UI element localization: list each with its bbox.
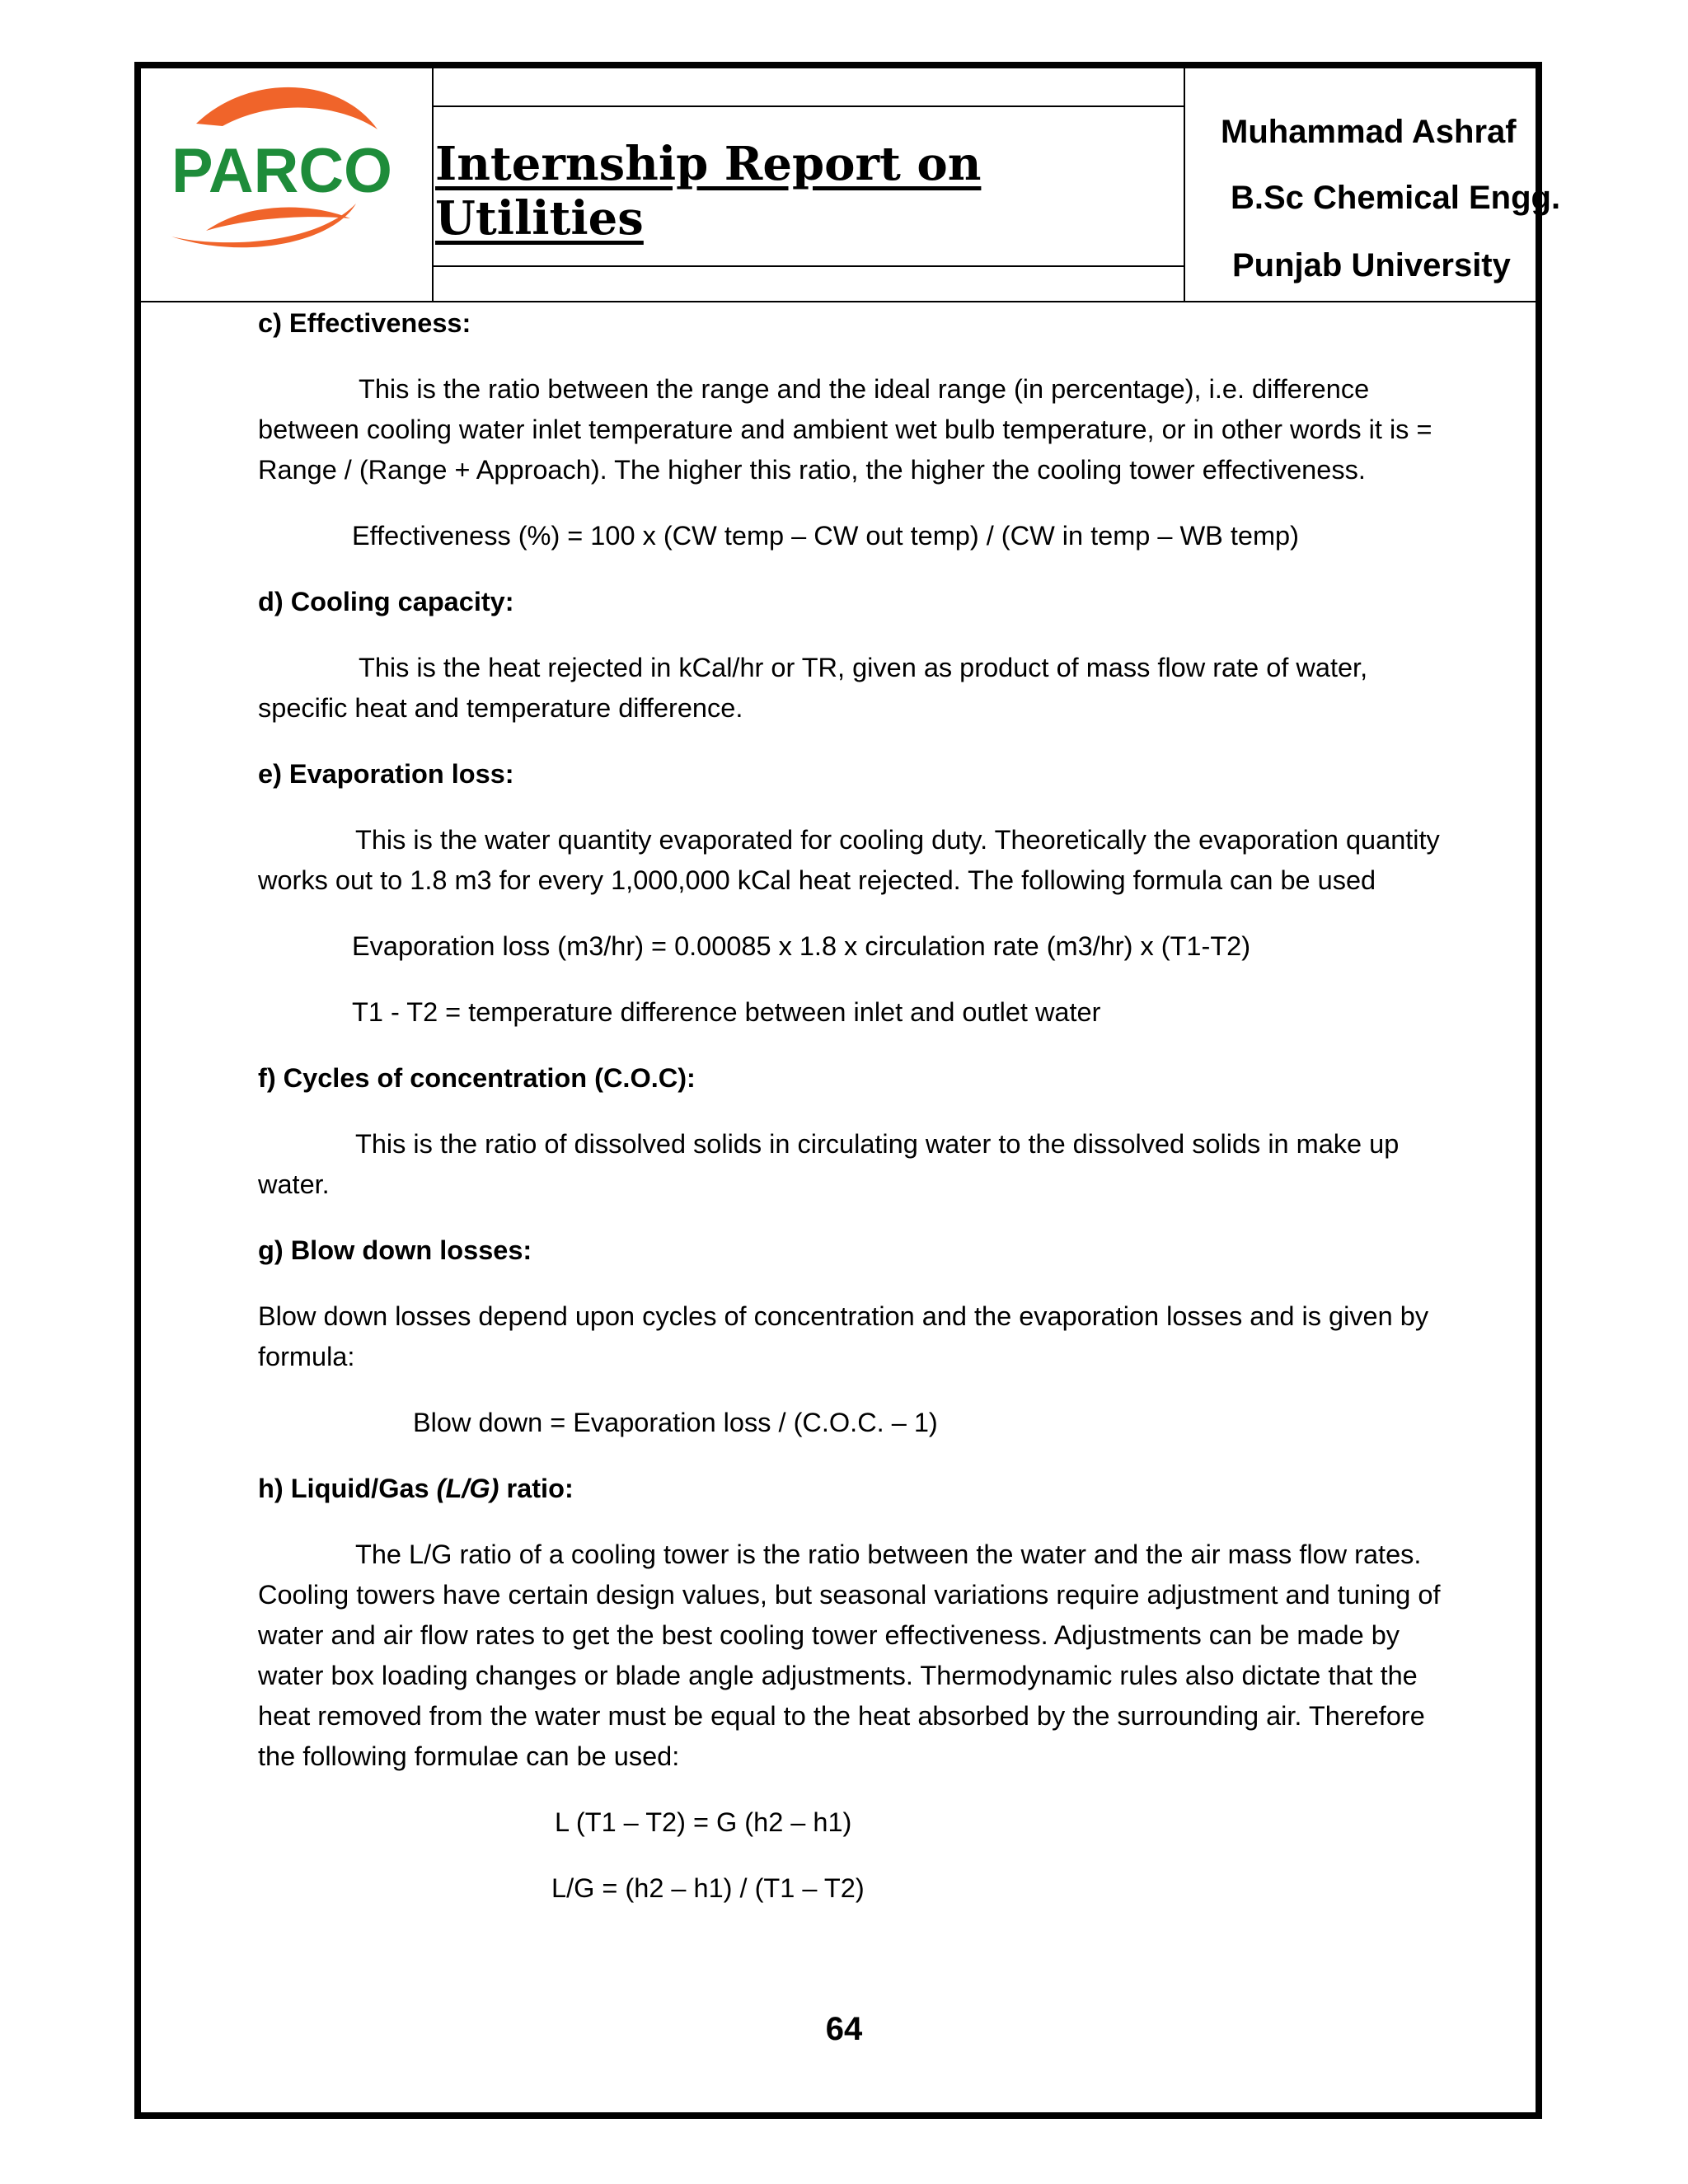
- formula-temperature-note: T1 - T2 = temperature difference between inlet and outlet water: [352, 997, 1101, 1027]
- lg-heading-emphasis: (L/G): [436, 1474, 499, 1503]
- author-university: Punjab University: [1232, 247, 1511, 284]
- formula-lg-ratio: L/G = (h2 – h1) / (T1 – T2): [551, 1873, 865, 1903]
- author-name: Muhammad Ashraf: [1221, 114, 1517, 150]
- paragraph-cooling-capacity: This is the heat rejected in kCal/hr or TR, given as product of mass flow rate of water, specific heat and temperature difference.: [258, 653, 1368, 723]
- logo-text: PARCO: [171, 136, 392, 206]
- section-heading-lg-ratio: [258, 1469, 1445, 1509]
- report-title: Internship Report on Utilities: [435, 137, 982, 246]
- parco-logo: [157, 78, 420, 260]
- paragraph-blow-down-losses: Blow down losses depend upon cycles of concentration and the evaporation losses and is given by formula:: [258, 1301, 1429, 1371]
- formula-effectiveness: Effectiveness (%) = 100 x (CW temp – CW out temp) / (CW in temp – WB temp): [352, 521, 1299, 551]
- lg-heading-suffix: ratio:: [499, 1474, 574, 1503]
- formula-lg-heat-balance: L (T1 – T2) = G (h2 – h1): [555, 1807, 852, 1837]
- section-heading-cooling-capacity: d) Cooling capacity:: [258, 587, 514, 616]
- lg-heading-prefix: h) Liquid/Gas: [258, 1474, 437, 1503]
- paragraph-lg-ratio: The L/G ratio of a cooling tower is the ratio between the water and the air mass flow rates. Cooling towers have certain design values, but seasonal variations require adjustment and tuning of water and air flow rates to get the best cooling tower effectiveness. Adjustments can be made by water box loading changes or blade angle adjustments. Thermodynamic rules also dictate that the heat removed from the water must be equal to the heat absorbed by the surrounding air. Therefore the following formulae can be used:: [258, 1540, 1441, 1771]
- author-degree: B.Sc Chemical Engg.: [1231, 180, 1561, 216]
- section-heading-evaporation-loss: e) Evaporation loss:: [258, 759, 514, 789]
- paragraph-effectiveness: This is the ratio between the range and the ideal range (in percentage), i.e. difference between cooling water inlet temperature and ambient wet bulb temperature, or in other words it is = Range / (Range + Approach). The higher this ratio, the higher the cooling tower effectiveness.: [258, 374, 1432, 485]
- section-heading-effectiveness: c) Effectiveness:: [258, 308, 471, 338]
- page-number: 64: [825, 2011, 863, 2047]
- section-heading-cycles-of-concentration: f) Cycles of concentration (C.O.C):: [258, 1063, 696, 1093]
- section-heading-blow-down-losses: g) Blow down losses:: [258, 1235, 532, 1265]
- formula-evaporation-loss: Evaporation loss (m3/hr) = 0.00085 x 1.8 x circulation rate (m3/hr) x (T1-T2): [352, 931, 1251, 961]
- formula-blow-down: Blow down = Evaporation loss / (C.O.C. – 1): [413, 1408, 938, 1437]
- page-content: [258, 303, 1445, 1909]
- paragraph-evaporation-loss: This is the water quantity evaporated for cooling duty. Theoretically the evaporation quantity works out to 1.8 m3 for every 1,000,000 kCal heat rejected. The following formula can be used: [258, 825, 1440, 895]
- paragraph-cycles-of-concentration: This is the ratio of dissolved solids in circulating water to the dissolved solids in make up water.: [258, 1129, 1400, 1199]
- header-bottom-rule: [141, 301, 1536, 302]
- logo-swoosh-top: [196, 87, 377, 129]
